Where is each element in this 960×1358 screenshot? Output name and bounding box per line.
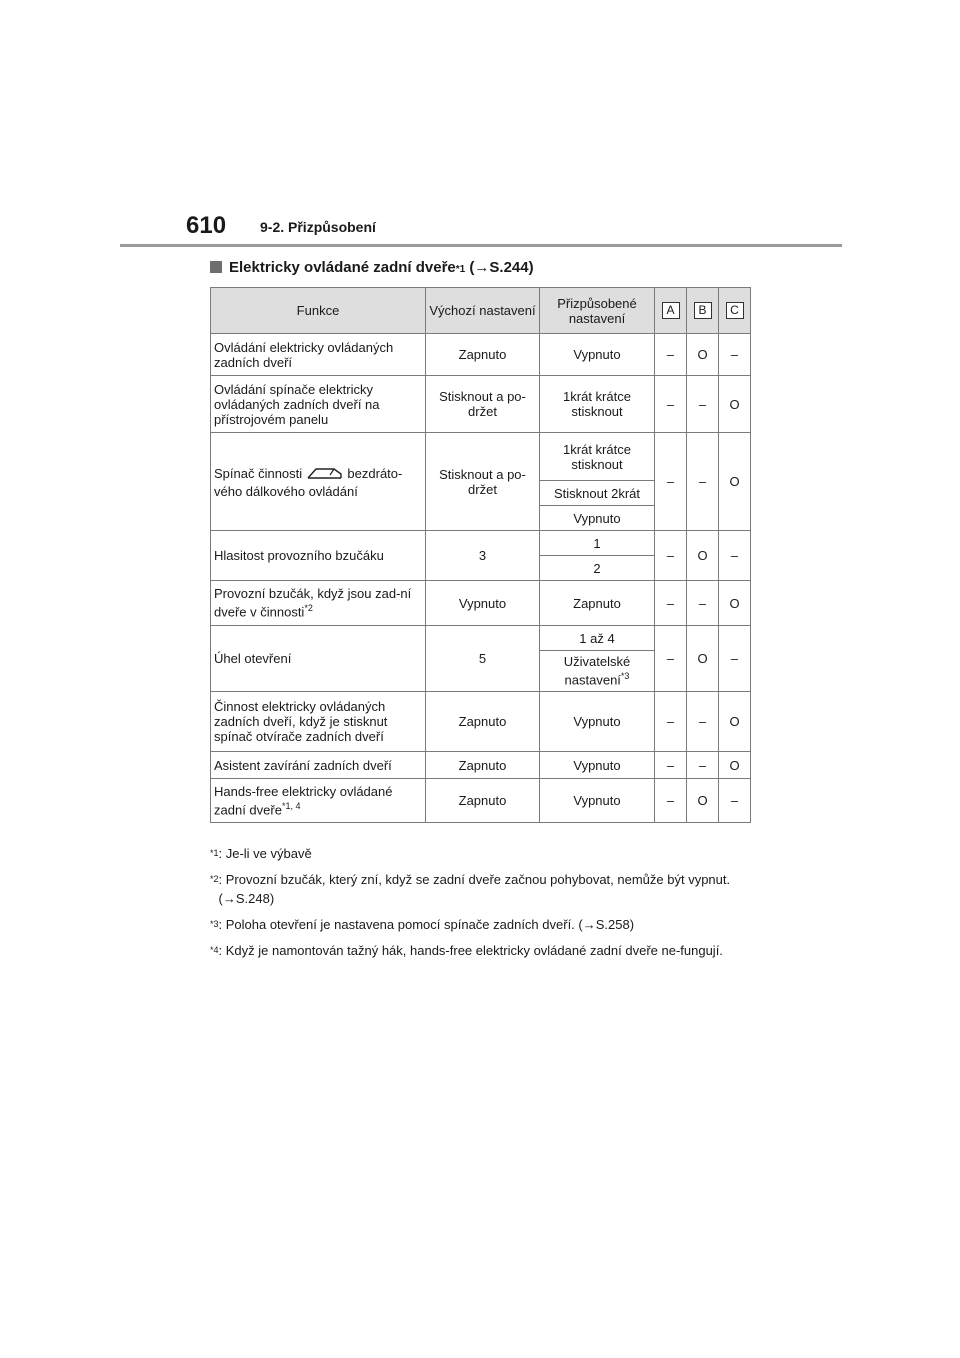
- cell-a: –: [655, 692, 687, 752]
- cell-a: –: [655, 626, 687, 692]
- footnote-text: : Poloha otevření je nastavena pomocí spínače zadních dveří. (→S.258): [218, 917, 635, 932]
- cell-custom: 1: [540, 531, 655, 556]
- section-heading: [210, 259, 534, 276]
- cell-b: –: [687, 692, 719, 752]
- header-a: [655, 288, 687, 334]
- header-c: [719, 288, 751, 334]
- cell-default: Stisknout a po-držet: [426, 376, 540, 433]
- section-open-paren: (: [469, 259, 475, 276]
- cell-b: O: [687, 334, 719, 376]
- cell-custom: 1 až 4: [540, 626, 655, 651]
- square-bullet-icon: [210, 261, 222, 273]
- cell-default: Zapnuto: [426, 779, 540, 823]
- footnote: [210, 870, 750, 908]
- cell-function: Ovládání elektricky ovládaných zadních dveří: [211, 334, 426, 376]
- cell-custom: Vypnuto: [540, 692, 655, 752]
- table-row: [211, 626, 751, 651]
- cell-default: Stisknout a po-držet: [426, 433, 540, 531]
- function-note-mark: *2: [304, 603, 313, 614]
- cell-a: –: [655, 334, 687, 376]
- footnotes: [210, 844, 750, 967]
- cell-custom: 1krát krátce stisknout: [540, 376, 655, 433]
- cell-custom: [540, 651, 655, 692]
- footnote: [210, 941, 750, 960]
- cell-b: O: [687, 779, 719, 823]
- cell-a: –: [655, 433, 687, 531]
- header-function: Funkce: [211, 288, 426, 334]
- cell-b: O: [687, 626, 719, 692]
- table-row: [211, 376, 751, 433]
- table-row: [211, 433, 751, 481]
- cell-c: O: [719, 433, 751, 531]
- cell-function: Hlasitost provozního bzučáku: [211, 531, 426, 581]
- cell-c: –: [719, 626, 751, 692]
- section-note-mark: *1: [455, 264, 466, 275]
- footnote-text: : Je-li ve výbavě: [218, 846, 312, 861]
- function-text-post: bezdráto-vého dálkového ovládání: [214, 465, 403, 499]
- cell-function: Ovládání spínače elektricky ovládaných zadních dveří na přístrojovém panelu: [211, 376, 426, 433]
- label-a: A: [662, 302, 680, 319]
- cell-b: –: [687, 581, 719, 626]
- label-c: C: [726, 302, 744, 319]
- footnote-mark: *1: [210, 848, 219, 858]
- cell-function: Činnost elektricky ovládaných zadních dveří, když je stisknut spínač otvírače zadních dveří: [211, 692, 426, 752]
- cell-a: –: [655, 581, 687, 626]
- table-row: [211, 692, 751, 752]
- cell-default: 3: [426, 531, 540, 581]
- function-text: Hands-free elektricky ovládané zadní dveře: [214, 783, 393, 818]
- table-header-row: [211, 288, 751, 334]
- function-text: Provozní bzučák, když jsou zad-ní dveře v činnosti: [214, 586, 412, 620]
- chapter-title: 9-2. Přizpůsobení: [260, 219, 376, 235]
- header-rule: [120, 244, 842, 247]
- cell-b: O: [687, 531, 719, 581]
- arrow-right-icon: →: [474, 259, 490, 276]
- settings-table: [210, 287, 751, 823]
- header-custom: Přizpůsobené nastavení: [540, 288, 655, 334]
- cell-default: 5: [426, 626, 540, 692]
- cell-function: [211, 433, 426, 531]
- cell-c: O: [719, 581, 751, 626]
- footnote-text: : Když je namontován tažný hák, hands-free elektricky ovládané zadní dveře ne-fungují.: [218, 943, 723, 958]
- footnote-text: : Provozní bzučák, který zní, když se zadní dveře začnou pohybovat, nemůže být vypnut. (→S.248): [218, 872, 731, 906]
- section-close-paren: ): [528, 259, 534, 276]
- cell-custom: Zapnuto: [540, 581, 655, 626]
- function-text-pre: Spínač činnosti: [214, 465, 303, 481]
- cell-function: Úhel otevření: [211, 626, 426, 692]
- cell-function: [211, 581, 426, 626]
- table-row: [211, 334, 751, 376]
- cell-c: O: [719, 752, 751, 779]
- cell-custom: Vypnuto: [540, 779, 655, 823]
- header-default: Výchozí nastavení: [426, 288, 540, 334]
- cell-default: Zapnuto: [426, 752, 540, 779]
- cell-b: –: [687, 752, 719, 779]
- section-ref: S.244: [489, 259, 529, 276]
- cell-custom: Vypnuto: [540, 334, 655, 376]
- table-row: [211, 581, 751, 626]
- footnote: [210, 844, 750, 863]
- cell-default: Zapnuto: [426, 692, 540, 752]
- footnote-mark: *2: [210, 874, 219, 884]
- page-number: 610: [186, 212, 227, 239]
- cell-b: –: [687, 433, 719, 531]
- function-note-mark: *1, 4: [281, 800, 301, 811]
- section-title: Elektricky ovládané zadní dveře: [229, 259, 456, 276]
- custom-text: Uživatelské nastavení: [563, 654, 631, 688]
- cell-custom: Vypnuto: [540, 752, 655, 779]
- cell-c: O: [719, 376, 751, 433]
- table-row: [211, 752, 751, 779]
- label-b: B: [694, 302, 712, 319]
- cell-a: –: [655, 752, 687, 779]
- footnote: [210, 915, 750, 934]
- cell-custom: Stisknout 2krát: [540, 481, 655, 506]
- header-b: [687, 288, 719, 334]
- cell-default: Vypnuto: [426, 581, 540, 626]
- cell-custom: 2: [540, 556, 655, 581]
- table-row: [211, 779, 751, 823]
- cell-a: –: [655, 779, 687, 823]
- cell-a: –: [655, 376, 687, 433]
- cell-a: –: [655, 531, 687, 581]
- table-row: [211, 531, 751, 556]
- cell-custom: Vypnuto: [540, 506, 655, 531]
- cell-c: –: [719, 531, 751, 581]
- tailgate-key-icon: [306, 465, 344, 484]
- footnote-mark: *3: [210, 919, 219, 929]
- cell-c: –: [719, 334, 751, 376]
- custom-note-mark: *3: [620, 671, 630, 682]
- cell-custom: 1krát krátce stisknout: [540, 433, 655, 481]
- cell-default: Zapnuto: [426, 334, 540, 376]
- cell-c: O: [719, 692, 751, 752]
- cell-b: –: [687, 376, 719, 433]
- footnote-mark: *4: [210, 945, 219, 955]
- cell-function: Asistent zavírání zadních dveří: [211, 752, 426, 779]
- cell-c: –: [719, 779, 751, 823]
- cell-function: [211, 779, 426, 823]
